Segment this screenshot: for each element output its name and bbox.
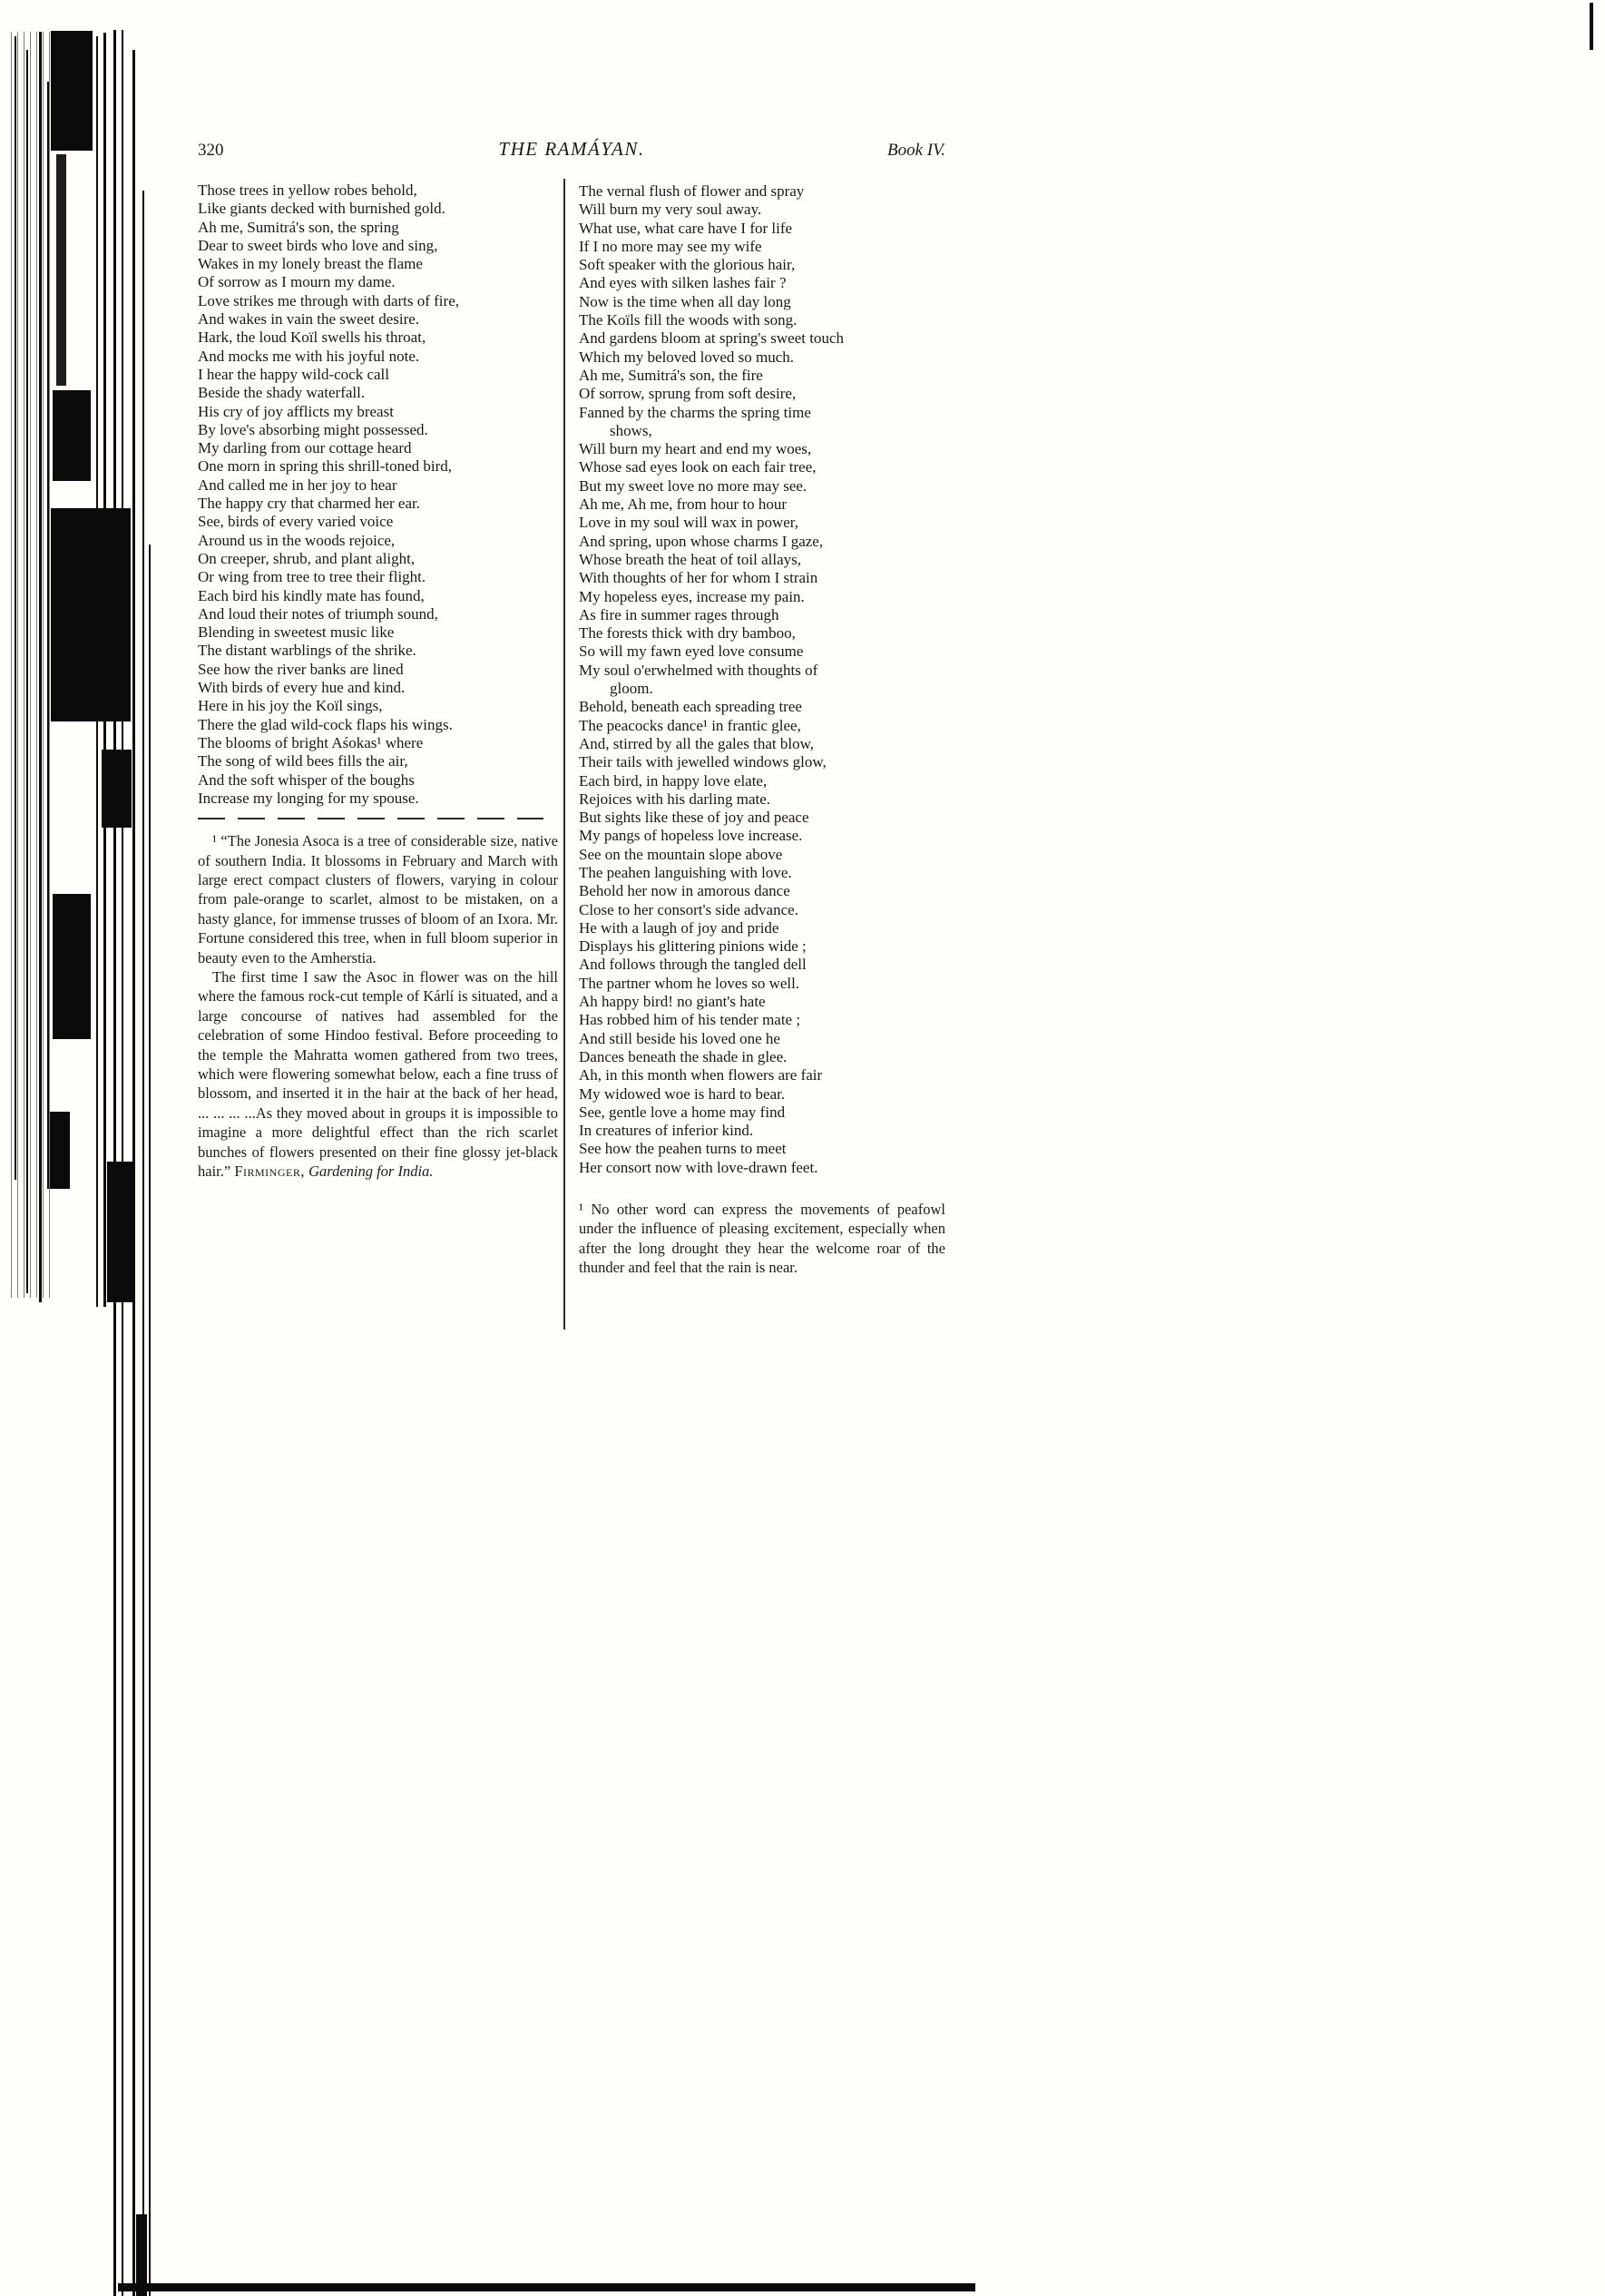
poem-line: Blending in sweetest music like <box>198 623 395 642</box>
footnote-paragraph <box>198 831 558 967</box>
poem-line: My widowed woe is hard to bear. <box>579 1084 786 1103</box>
scan-streak <box>149 545 151 2296</box>
poem-line: I hear the happy wild-cock call <box>198 365 389 383</box>
scan-streak <box>11 32 51 1298</box>
page-title: THE RAMÁYAN. <box>498 138 645 160</box>
poem-line: My soul o'erwhelmed with thoughts of <box>579 661 818 679</box>
poem-line: If I no more may see my wife <box>579 237 762 255</box>
poem-line: On creeper, shrub, and plant alight, <box>198 549 416 567</box>
scan-streak <box>15 36 16 1180</box>
poem-line: But sights like these of joy and peace <box>579 809 809 827</box>
book-label: Book IV. <box>886 141 945 160</box>
poem-line: In creatures of inferior kind. <box>579 1122 754 1140</box>
poem-line: Around us in the woods rejoice, <box>198 531 396 549</box>
poem-line: Increase my longing for my spouse. <box>198 789 419 807</box>
footnote-attribution-name: Firminger, <box>234 1163 305 1180</box>
poem-line: One morn in spring this shrill-toned bird, <box>198 457 453 476</box>
poem-line: The happy cry that charmed her ear. <box>198 495 420 513</box>
poem-line: shows, <box>579 421 652 439</box>
poem-line: Here in his joy the Koïl sings, <box>198 697 383 715</box>
poem-line: Each bird, in happy love elate, <box>579 771 768 790</box>
poem-line: Dances beneath the shade in glee. <box>579 1047 788 1065</box>
scan-blot <box>50 1112 70 1189</box>
poem-line: Ah me, Sumitrá's son, the fire <box>579 366 763 384</box>
poem-line: And still beside his loved one he <box>579 1029 780 1047</box>
poem-right <box>579 182 945 1177</box>
poem-line: Ah, in this month when flowers are fair <box>579 1066 823 1084</box>
poem-line: He with a laugh of joy and pride <box>579 918 779 937</box>
poem-line: Like giants decked with burnished gold. <box>198 200 445 218</box>
scan-blot <box>102 750 132 828</box>
poem-line: Whose breath the heat of toil allays, <box>579 550 801 568</box>
poem-line: The forests thick with dry bamboo, <box>579 624 796 643</box>
poem-line: My hopeless eyes, increase my pain. <box>579 587 805 605</box>
footnote-paragraph <box>198 967 558 1181</box>
poem-line: Beside the shady waterfall. <box>198 384 366 402</box>
poem-line: See, gentle love a home may find <box>579 1103 786 1121</box>
scan-blot <box>51 508 131 721</box>
poem-line: Fanned by the charms the spring time <box>579 403 811 421</box>
poem-line: Dear to sweet birds who love and sing, <box>198 236 438 254</box>
poem-line: My pangs of hopeless love increase. <box>579 827 803 845</box>
poem-line: Their tails with jewelled windows glow, <box>579 753 827 771</box>
scan-blot <box>51 31 93 151</box>
poem-line: Those trees in yellow robes behold, <box>198 182 417 199</box>
poem-line: Each bird his kindly mate has found, <box>198 586 425 604</box>
scan-streak <box>142 191 144 2296</box>
poem-line: His cry of joy afflicts my breast <box>198 402 394 420</box>
footnote-text: The first time I saw the Asoc in flower was on the hill where the famous rock-cut temple of Kárlí is situated, and a large concourse of natives had assembled for the celebration of some Hindoo festival. Before proceeding to the temple the Mahratta women gathered from two trees, which were flowering somewhat below, each a fine truss of blossom, and inserted it in the hair at the back of her head, ... ... ... ...As they moved about in groups it is impossible to imagine a more delightful effect than the rich scarlet bunches of flowers presented on their fine glossy jet-black hair.” <box>198 967 558 1180</box>
poem-line: Hark, the loud Koïl swells his throat, <box>198 329 426 347</box>
poem-line: And gardens bloom at spring's sweet touch <box>579 329 845 348</box>
poem-line: See how the peahen turns to meet <box>579 1140 787 1158</box>
poem-line: The blooms of bright Aśokas¹ where <box>198 733 424 751</box>
poem-line: Soft speaker with the glorious hair, <box>579 256 796 274</box>
poem-line: Whose sad eyes look on each fair tree, <box>579 458 817 476</box>
poem-line: So will my fawn eyed love consume <box>579 643 804 661</box>
footnote-left <box>198 831 558 1181</box>
scan-blot <box>53 390 91 481</box>
poem-line: And, stirred by all the gales that blow, <box>579 734 815 752</box>
scan-streak <box>96 36 98 1307</box>
page-number: 320 <box>198 141 224 160</box>
poem-line: My darling from our cottage heard <box>198 439 412 457</box>
poem-line: See, birds of every varied voice <box>198 513 394 531</box>
poem-line: gloom. <box>579 680 653 698</box>
scan-streak <box>39 32 42 1302</box>
poem-line: Has robbed him of his tender mate ; <box>579 1011 801 1029</box>
poem-line: Displays his glittering pinions wide ; <box>579 937 807 956</box>
poem-line: Her consort now with love-drawn feet. <box>579 1158 818 1176</box>
poem-line: With thoughts of her for whom I strain <box>579 569 818 587</box>
scan-streak <box>103 33 106 1307</box>
poem-line: And the soft whisper of the boughs <box>198 770 415 789</box>
poem-line: The vernal flush of flower and spray <box>579 182 805 200</box>
poem-line: With birds of every hue and kind. <box>198 679 406 697</box>
poem-line: The peacocks dance¹ in frantic glee, <box>579 716 801 734</box>
footnote-text: ¹ “The Jonesia Asoca is a tree of considerable size, native of southern India. It blossoms in February and March with large erect compact clusters of flowers, varying in colour from pale-orange to scarlet, almost to be mistaken, on a hasty glance, for immense trusses of bloom of an Ixora. Mr. Fortune considered this tree, when in full bloom superior in beauty even to the Amherstia. <box>198 832 558 966</box>
poem-line: There the glad wild-cock flaps his wings. <box>198 715 453 733</box>
scan-streak <box>56 154 66 386</box>
footnote-separator <box>198 818 543 819</box>
scan-streak <box>113 30 116 2296</box>
poem-line: Close to her consort's side advance. <box>579 900 798 918</box>
scan-streak <box>47 82 49 1189</box>
poem-line: Love in my soul will wax in power, <box>579 514 799 532</box>
column-divider <box>563 179 565 1330</box>
poem-line: By love's absorbing might possessed. <box>198 420 428 438</box>
scan-blot <box>53 894 91 1039</box>
poem-line: See how the river banks are lined <box>198 660 404 678</box>
poem-line: But my sweet love no more may see. <box>579 476 807 495</box>
scan-streak <box>26 50 28 1293</box>
poem-line: The peahen languishing with love. <box>579 863 792 881</box>
poem-line: See on the mountain slope above <box>579 845 783 863</box>
poem-line: Wakes in my lonely breast the flame <box>198 255 423 273</box>
scan-blot <box>107 1162 132 1302</box>
poem-line: Love strikes me through with darts of fire, <box>198 291 459 309</box>
poem-line: And mocks me with his joyful note. <box>198 347 420 365</box>
poem-line: Will burn my very soul away. <box>579 201 762 219</box>
poem-line: And called me in her joy to hear <box>198 476 397 494</box>
poem-line: Will burn my heart and end my woes, <box>579 440 812 458</box>
scan-artifact-corner <box>1590 3 1593 50</box>
poem-line: Rejoices with his darling mate. <box>579 790 771 808</box>
left-column <box>198 182 558 1181</box>
poem-line: Ah me, Ah me, from hour to hour <box>579 496 787 514</box>
poem-line: The distant warblings of the shrike. <box>198 642 416 660</box>
poem-line: And loud their notes of triumph sound, <box>198 604 438 623</box>
poem-line: And wakes in vain the sweet desire. <box>198 310 420 329</box>
poem-line: Or wing from tree to tree their flight. <box>198 568 426 586</box>
poem-line: The Koïls fill the woods with song. <box>579 311 798 329</box>
poem-line: Ah happy bird! no giant's hate <box>579 993 766 1011</box>
footnote-right: ¹ No other word can express the movements of peafowl under the influence of pleasing excitement, especially when after the long drought they hear the welcome roar of the thunder and feel that the rain is near. <box>579 1201 945 1277</box>
poem-line: The partner whom he loves so well. <box>579 974 800 992</box>
scan-bottom-edge <box>118 2283 975 2291</box>
scan-streak <box>122 30 123 2296</box>
page-header <box>198 138 945 165</box>
poem-line: And spring, upon whose charms I gaze, <box>579 532 824 550</box>
poem-line: Now is the time when all day long <box>579 292 791 310</box>
poem-line: Of sorrow as I mourn my dame. <box>198 273 396 291</box>
poem-line: The song of wild bees fills the air, <box>198 752 408 770</box>
poem-line: Of sorrow, sprung from soft desire, <box>579 385 797 403</box>
poem-line: And follows through the tangled dell <box>579 956 807 974</box>
right-column <box>579 182 945 1292</box>
poem-line: Which my beloved loved so much. <box>579 348 795 366</box>
poem-left <box>198 182 558 808</box>
poem-line: Behold her now in amorous dance <box>579 882 790 900</box>
scan-streak <box>132 50 135 2296</box>
poem-line: What use, what care have I for life <box>579 219 793 237</box>
poem-line: Behold, beneath each spreading tree <box>579 698 802 716</box>
poem-line: And eyes with silken lashes fair ? <box>579 274 787 292</box>
footnote-attribution-work: Gardening for India. <box>308 1163 434 1180</box>
poem-line: Ah me, Sumitrá's son, the spring <box>198 218 399 236</box>
poem-line: As fire in summer rages through <box>579 605 779 623</box>
